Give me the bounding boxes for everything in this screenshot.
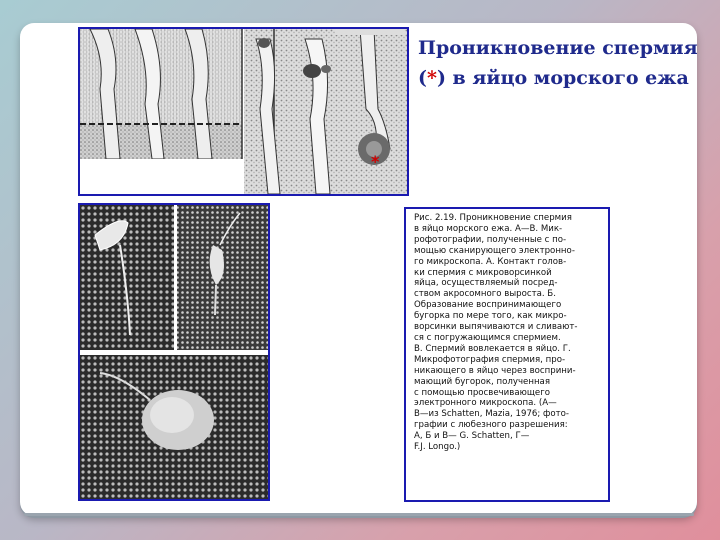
caption-line: ся с погружающимся спермием. <box>414 332 561 343</box>
caption-line: в яйцо морского ежа. А—В. Мик- <box>414 223 563 234</box>
sem-figure-panel <box>78 203 270 501</box>
slide-shadow-line <box>24 513 694 516</box>
caption-line: Рис. 2.19. Проникновение спермия <box>414 213 572 223</box>
figure-caption-box <box>404 207 610 502</box>
caption-line: яйца, осуществляемый посред- <box>414 278 558 289</box>
caption-line: ки спермия с микроворсинкой <box>414 267 552 278</box>
caption-line: никающего в яйцо через восприни- <box>414 365 576 376</box>
caption-line: А, Б и В— G. Schatten, Г— <box>414 431 530 442</box>
caption-line: ворсинки выпячиваются и сливают- <box>414 322 578 333</box>
title-line-2-text: ) в яйцо морского ежа <box>436 67 689 89</box>
caption-line: электронного микроскопа. (А— <box>414 398 557 409</box>
caption-line: F.J. Longo.) <box>414 442 461 453</box>
caption-line: бугорка по мере того, как микро- <box>414 311 567 322</box>
caption-line: графии с любезного разрешения: <box>414 420 568 431</box>
figure-caption <box>414 213 604 453</box>
caption-line: мощью сканирующего электронно- <box>414 245 575 256</box>
title-line-2 <box>418 63 698 93</box>
caption-line: В—из Schatten, Mazia, 1976; фото- <box>414 409 569 420</box>
title-asterisk: * <box>427 67 437 89</box>
caption-line: го микроскопа. А. Контакт голов- <box>414 256 567 267</box>
caption-line: Микрофотография спермия, про- <box>414 354 566 365</box>
slide-title <box>418 33 698 93</box>
tem-figure-panel <box>78 27 409 196</box>
sem-micrographs-image <box>80 205 268 499</box>
caption-line: ством акросомного выроста. Б. <box>414 289 556 300</box>
caption-line: рофотографии, полученные с по- <box>414 234 567 245</box>
title-open-paren: ( <box>418 67 427 89</box>
caption-line: мающий бугорок, полученная <box>414 376 550 387</box>
caption-line: с помощью просвечивающего <box>414 387 550 398</box>
figure-asterisk-marker: * <box>371 152 380 171</box>
title-line-1: Проникновение спермия <box>418 37 698 59</box>
caption-line: В. Спермий вовлекается в яйцо. Г. <box>414 343 571 354</box>
tem-figure-image <box>80 29 407 194</box>
caption-line: Образование воспринимающего <box>414 300 562 311</box>
